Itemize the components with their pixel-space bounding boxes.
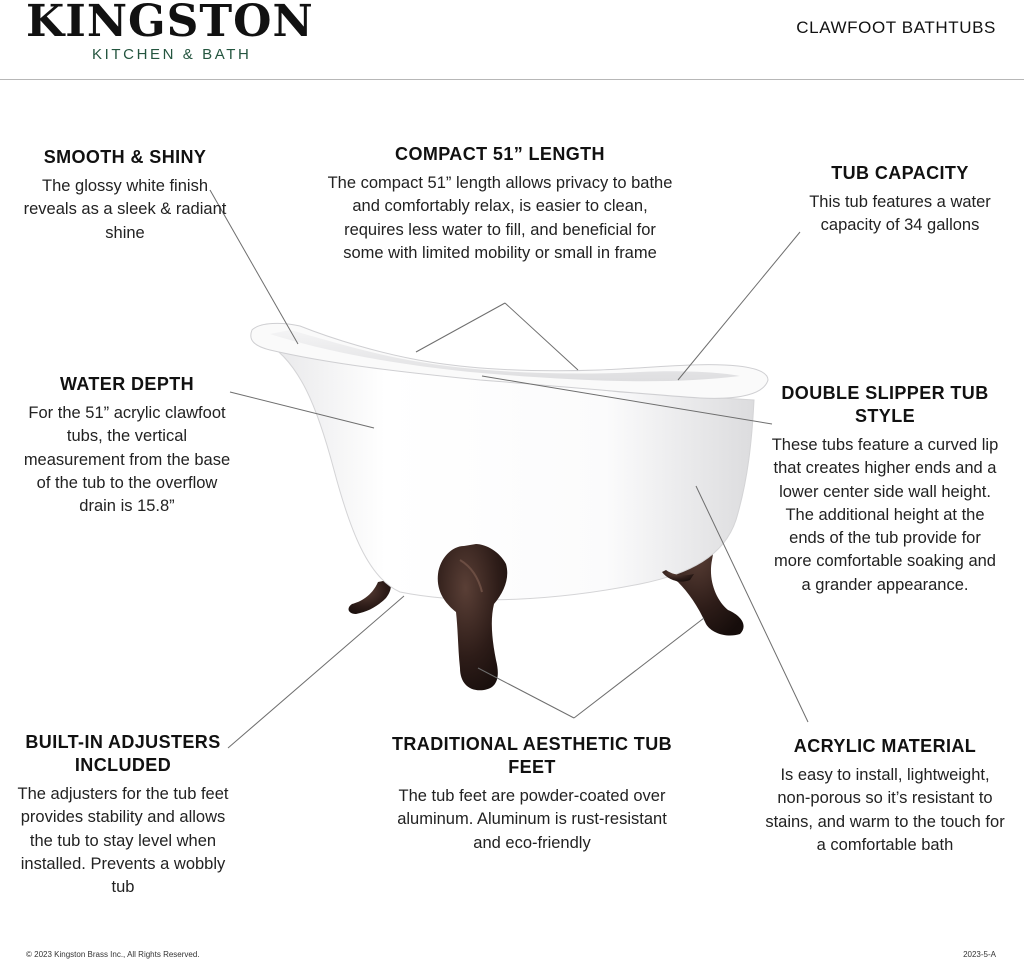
- tub-foot-back-left: [349, 580, 391, 614]
- callout-water-depth: [20, 373, 234, 518]
- callout-body: The adjusters for the tub feet provides stability and allows the tub to stay level when installed. Prevents a wobbly tub: [17, 785, 229, 897]
- callout-body: For the 51” acrylic clawfoot tubs, the vertical measurement from the base of the tub to the overflow drain is 15.8”: [23, 404, 231, 516]
- callout-body: The compact 51” length allows privacy to bathe and comfortably relax, is easier to clean, requires less water to fill, and beneficial for some with limited mobility or small in frame: [327, 174, 673, 262]
- callout-tub-feet: [392, 733, 672, 855]
- callout-title: WATER DEPTH: [59, 374, 195, 394]
- callout-double-slipper: [770, 382, 1000, 597]
- brand-subtitle: KITCHEN & BATH: [92, 46, 252, 63]
- callout-title: DOUBLE SLIPPER TUB STYLE: [781, 383, 989, 426]
- callout-compact-length: [322, 143, 678, 265]
- document-code: 2023-5-A: [963, 950, 996, 959]
- callout-body: The glossy white finish reveals as a sleek & radiant shine: [23, 177, 227, 242]
- callout-smooth-shiny: [14, 146, 236, 245]
- callout-body: The tub feet are powder-coated over aluminum. Aluminum is rust-resistant and eco-friendly: [397, 787, 667, 852]
- callout-title: ACRYLIC MATERIAL: [793, 736, 977, 756]
- callout-title: SMOOTH & SHINY: [43, 147, 207, 167]
- callout-title: TRADITIONAL AESTHETIC TUB FEET: [392, 734, 672, 777]
- page-title: CLAWFOOT BATHTUBS: [796, 18, 996, 37]
- callout-tub-capacity: [798, 162, 1002, 238]
- callout-title: COMPACT 51” LENGTH: [395, 144, 605, 164]
- copyright-notice: © 2023 Kingston Brass Inc., All Rights Reserved.: [26, 950, 200, 959]
- callout-body: Is easy to install, lightweight, non-porous so it’s resistant to stains, and warm to the touch for a comfortable bath: [765, 766, 1005, 854]
- callout-acrylic-material: [762, 735, 1008, 857]
- callout-built-in-adjusters: [16, 731, 230, 899]
- callout-body: This tub features a water capacity of 34 gallons: [809, 193, 991, 235]
- brand-name: KINGSTON: [26, 0, 314, 47]
- tub-foot-front-left: [438, 544, 508, 690]
- callout-title: TUB CAPACITY: [831, 163, 969, 183]
- callout-body: These tubs feature a curved lip that creates higher ends and a lower center side wall height. The additional height at the ends of the tub provide for more comfortable soaking and a grander appearance.: [771, 436, 999, 594]
- callout-title: BUILT-IN ADJUSTERS INCLUDED: [25, 732, 221, 775]
